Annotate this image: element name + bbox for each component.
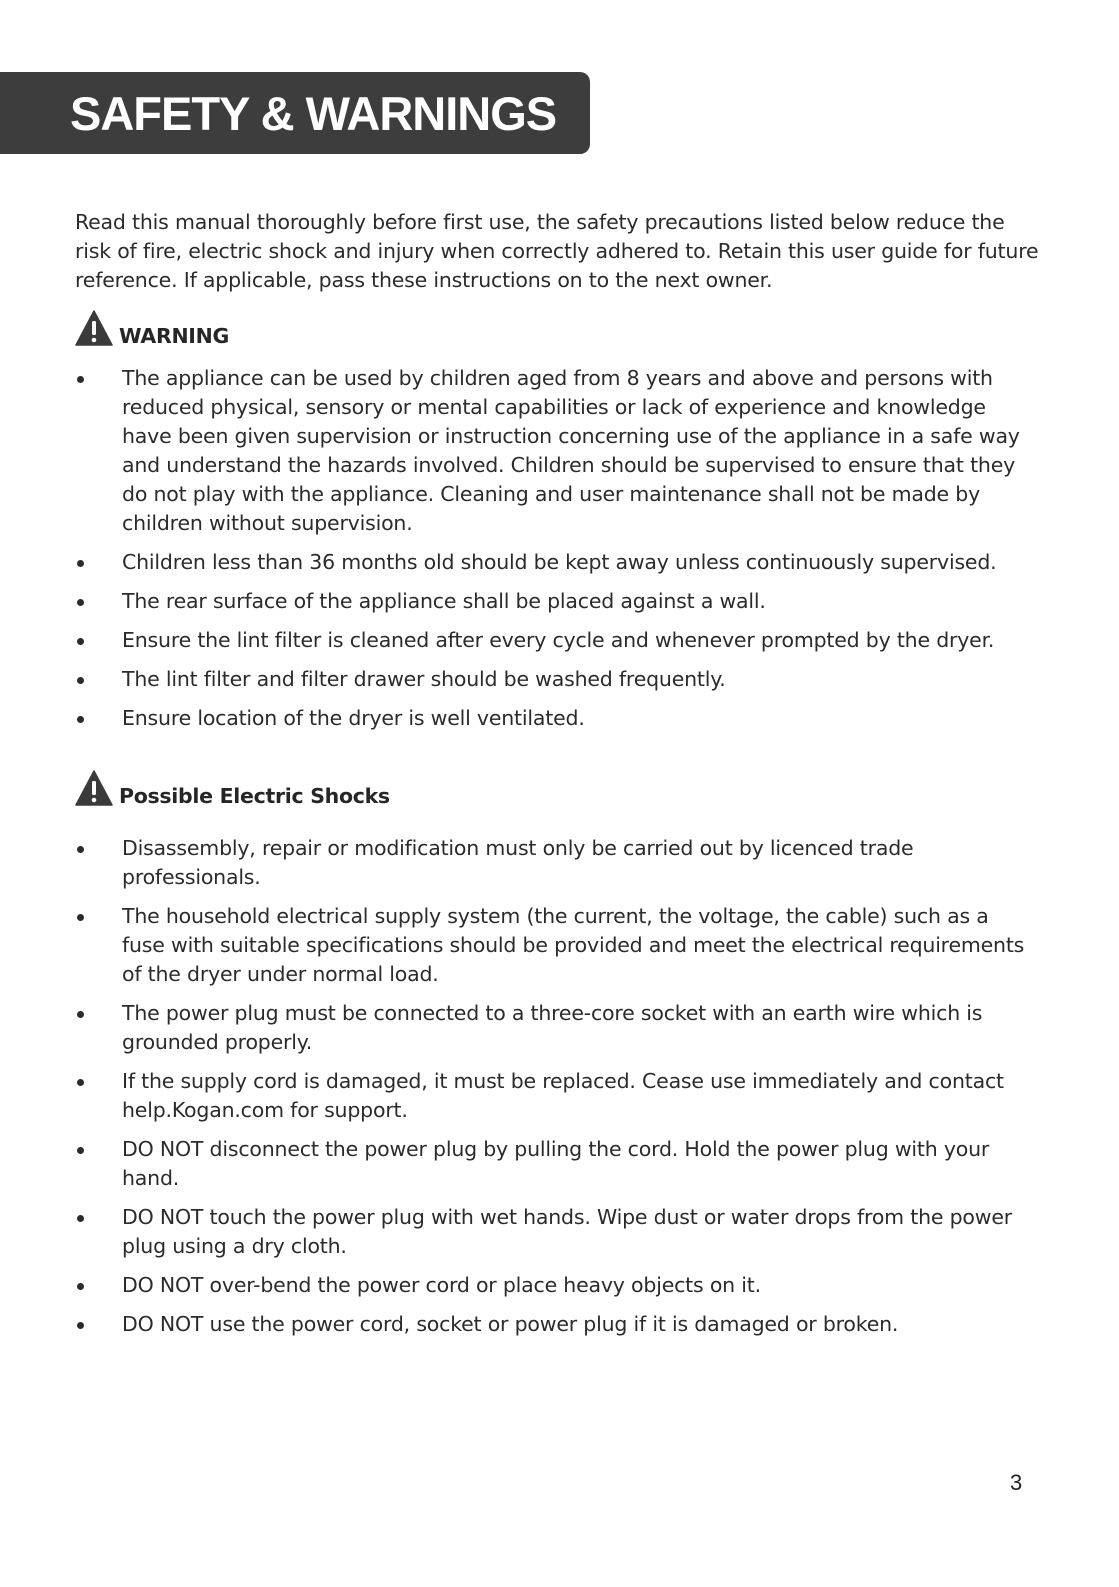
page-title: SAFETY & WARNINGS <box>70 87 557 140</box>
list-item: DO NOT disconnect the power plug by pulling the cord. Hold the power plug with your hand. <box>75 1135 1035 1193</box>
bullet-icon <box>77 1215 84 1222</box>
bullet-icon <box>77 638 84 645</box>
warning-heading <box>75 310 675 350</box>
shock-title: Possible Electric Shocks <box>119 784 390 808</box>
page-number: 3 <box>1010 1470 1023 1495</box>
list-item: The appliance can be used by children aged from 8 years and above and persons with reduced physical, sensory or mental capabilities or lack of experience and knowledge have been given supervision or instruction concerning use of the appliance in a safe way and understand the hazards involved. Children should be supervised to ensure that they do not play with the appliance. Cleaning and user maintenance shall not be made by children without supervision. <box>75 364 1035 538</box>
warning-triangle-icon <box>75 310 113 346</box>
intro-paragraph: Read this manual thoroughly before first use, the safety precautions listed below reduce the risk of fire, electric shock and injury when correctly adhered to. Retain this user guide for future reference. If applicable, pass these instructions on to the next owner. <box>75 210 1039 292</box>
list-item: DO NOT over-bend the power cord or place heavy objects on it. <box>75 1271 1035 1300</box>
bullet-icon <box>77 1079 84 1086</box>
bullet-icon <box>77 677 84 684</box>
list-item: The household electrical supply system (the current, the voltage, the cable) such as a fuse with suitable specifications should be provided and meet the electrical requirements of the dryer under normal load. <box>75 902 1035 989</box>
shock-list <box>75 834 1035 1349</box>
bullet-icon <box>77 1322 84 1329</box>
list-item: Disassembly, repair or modification must only be carried out by licenced trade professionals. <box>75 834 1035 892</box>
bullet-icon <box>77 1011 84 1018</box>
bullet-icon <box>77 1283 84 1290</box>
warning-title: WARNING <box>119 324 230 348</box>
list-item: Ensure the lint filter is cleaned after every cycle and whenever prompted by the dryer. <box>75 626 1035 655</box>
list-item: DO NOT use the power cord, socket or power plug if it is damaged or broken. <box>75 1310 1035 1339</box>
bullet-icon <box>77 1147 84 1154</box>
bullet-icon <box>77 914 84 921</box>
bullet-icon <box>77 599 84 606</box>
list-item: The power plug must be connected to a three-core socket with an earth wire which is grounded properly. <box>75 999 1035 1057</box>
bullet-icon <box>77 560 84 567</box>
bullet-icon <box>77 716 84 723</box>
bullet-icon <box>77 376 84 383</box>
list-item: Ensure location of the dryer is well ventilated. <box>75 704 1035 733</box>
bullet-icon <box>77 846 84 853</box>
shock-heading <box>75 770 675 810</box>
list-item: Children less than 36 months old should be kept away unless continuously supervised. <box>75 548 1035 577</box>
list-item: If the supply cord is damaged, it must be replaced. Cease use immediately and contact help.Kogan.com for support. <box>75 1067 1035 1125</box>
warning-triangle-icon <box>75 770 113 806</box>
list-item: DO NOT touch the power plug with wet hands. Wipe dust or water drops from the power plug using a dry cloth. <box>75 1203 1035 1261</box>
warning-list <box>75 364 1035 743</box>
list-item: The rear surface of the appliance shall be placed against a wall. <box>75 587 1035 616</box>
list-item: The lint filter and filter drawer should be washed frequently. <box>75 665 1035 694</box>
